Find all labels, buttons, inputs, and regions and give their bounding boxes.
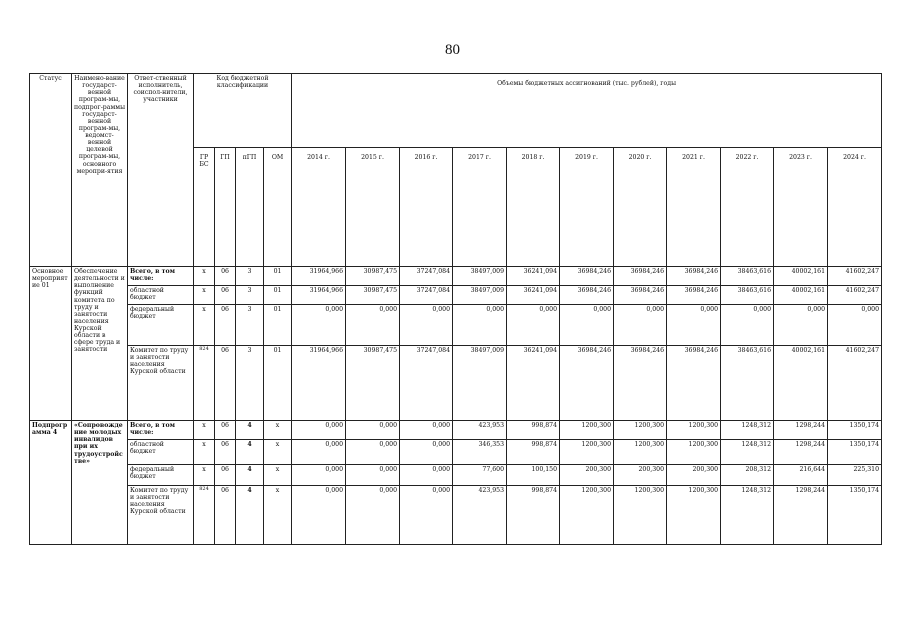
value-cell: 0,000 bbox=[292, 486, 346, 545]
page-number: 80 bbox=[445, 42, 460, 58]
value-cell: 36241,094 bbox=[507, 286, 560, 305]
table-row bbox=[30, 267, 882, 286]
table-row bbox=[30, 346, 882, 421]
header-row-1 bbox=[30, 74, 882, 148]
value-cell: 37247,084 bbox=[400, 267, 453, 286]
value-cell: 1248,312 bbox=[721, 440, 774, 465]
value-cell: 998,874 bbox=[507, 486, 560, 545]
value-cell: 0,000 bbox=[774, 305, 828, 346]
value-cell: 0,000 bbox=[614, 305, 667, 346]
header-code-col: пГП bbox=[236, 147, 264, 266]
code-cell-gp: 06 bbox=[215, 440, 236, 465]
value-cell: 37247,084 bbox=[400, 286, 453, 305]
value-cell: 0,000 bbox=[828, 305, 882, 346]
value-cell: 0,000 bbox=[292, 421, 346, 440]
code-cell-pgp: 4 bbox=[236, 465, 264, 486]
header-code-col: ГР БС bbox=[194, 147, 215, 266]
name-cell: «Сопровождение молодых инвалидов при их трудоустройстве» bbox=[72, 421, 128, 545]
value-cell: 200,300 bbox=[560, 465, 614, 486]
value-cell: 0,000 bbox=[400, 440, 453, 465]
value-cell: 0,000 bbox=[346, 305, 400, 346]
value-cell: 200,300 bbox=[667, 465, 721, 486]
value-cell: 38463,616 bbox=[721, 346, 774, 421]
value-cell: 38463,616 bbox=[721, 286, 774, 305]
code-cell-om: х bbox=[264, 486, 292, 545]
code-cell-om: 01 bbox=[264, 346, 292, 421]
value-cell: 1248,312 bbox=[721, 421, 774, 440]
value-cell: 30987,475 bbox=[346, 346, 400, 421]
value-cell: 0,000 bbox=[346, 465, 400, 486]
code-cell-gp: 06 bbox=[215, 286, 236, 305]
header-year: 2020 г. bbox=[614, 147, 667, 266]
header-year: 2017 г. bbox=[453, 147, 507, 266]
value-cell: 36984,246 bbox=[614, 286, 667, 305]
header-year: 2021 г. bbox=[667, 147, 721, 266]
value-cell: 40002,161 bbox=[774, 346, 828, 421]
header-year: 2023 г. bbox=[774, 147, 828, 266]
code-cell-gp: 06 bbox=[215, 486, 236, 545]
value-cell: 77,600 bbox=[453, 465, 507, 486]
code-cell-grbs: х bbox=[194, 440, 215, 465]
code-cell-grbs: х bbox=[194, 305, 215, 346]
value-cell: 41602,247 bbox=[828, 267, 882, 286]
value-cell: 1298,244 bbox=[774, 486, 828, 545]
value-cell: 36984,246 bbox=[614, 267, 667, 286]
executor-cell: областной бюджет bbox=[128, 286, 194, 305]
table-row bbox=[30, 305, 882, 346]
value-cell: 36984,246 bbox=[560, 286, 614, 305]
value-cell: 36984,246 bbox=[560, 346, 614, 421]
value-cell: 31964,966 bbox=[292, 267, 346, 286]
header-year: 2016 г. bbox=[400, 147, 453, 266]
value-cell: 36241,094 bbox=[507, 346, 560, 421]
executor-cell: Всего, в том числе: bbox=[128, 421, 194, 440]
status-cell: Подпрограмма 4 bbox=[30, 421, 72, 545]
value-cell: 1200,300 bbox=[667, 421, 721, 440]
executor-cell: федеральный бюджет bbox=[128, 465, 194, 486]
header-budget-code: Код бюджетной классификации bbox=[194, 74, 292, 148]
value-cell: 0,000 bbox=[346, 440, 400, 465]
code-cell-grbs: х bbox=[194, 286, 215, 305]
code-cell-grbs: х bbox=[194, 465, 215, 486]
value-cell: 0,000 bbox=[346, 421, 400, 440]
value-cell: 1248,312 bbox=[721, 486, 774, 545]
header-year: 2018 г. bbox=[507, 147, 560, 266]
value-cell: 30987,475 bbox=[346, 286, 400, 305]
table-row bbox=[30, 421, 882, 440]
value-cell: 38497,009 bbox=[453, 346, 507, 421]
code-cell-pgp: 3 bbox=[236, 305, 264, 346]
value-cell: 0,000 bbox=[453, 305, 507, 346]
code-cell-grbs: х bbox=[194, 421, 215, 440]
value-cell: 1298,244 bbox=[774, 421, 828, 440]
executor-cell: Комитет по труду и занятости населения Курской области bbox=[128, 486, 194, 545]
code-cell-grbs: 824 bbox=[194, 346, 215, 421]
value-cell: 225,310 bbox=[828, 465, 882, 486]
value-cell: 0,000 bbox=[400, 305, 453, 346]
value-cell: 0,000 bbox=[400, 486, 453, 545]
code-cell-pgp: 3 bbox=[236, 267, 264, 286]
code-cell-gp: 06 bbox=[215, 465, 236, 486]
table-row bbox=[30, 286, 882, 305]
executor-cell: областной бюджет bbox=[128, 440, 194, 465]
value-cell: 208,312 bbox=[721, 465, 774, 486]
value-cell: 998,874 bbox=[507, 440, 560, 465]
code-cell-om: х bbox=[264, 421, 292, 440]
value-cell: 1200,300 bbox=[667, 486, 721, 545]
code-cell-gp: 06 bbox=[215, 421, 236, 440]
value-cell: 37247,084 bbox=[400, 346, 453, 421]
value-cell: 1350,174 bbox=[828, 421, 882, 440]
value-cell: 1350,174 bbox=[828, 486, 882, 545]
value-cell: 0,000 bbox=[292, 465, 346, 486]
code-cell-om: 01 bbox=[264, 286, 292, 305]
status-cell: Основное мероприятие 01 bbox=[30, 267, 72, 421]
value-cell: 216,644 bbox=[774, 465, 828, 486]
value-cell: 1200,300 bbox=[560, 486, 614, 545]
code-cell-pgp: 4 bbox=[236, 440, 264, 465]
value-cell: 0,000 bbox=[346, 486, 400, 545]
code-cell-pgp: 4 bbox=[236, 421, 264, 440]
value-cell: 423,953 bbox=[453, 421, 507, 440]
code-cell-grbs: х bbox=[194, 267, 215, 286]
value-cell: 41602,247 bbox=[828, 286, 882, 305]
value-cell: 38497,009 bbox=[453, 267, 507, 286]
code-cell-gp: 06 bbox=[215, 267, 236, 286]
value-cell: 346,353 bbox=[453, 440, 507, 465]
value-cell: 200,300 bbox=[614, 465, 667, 486]
value-cell: 31964,966 bbox=[292, 286, 346, 305]
header-year: 2019 г. bbox=[560, 147, 614, 266]
value-cell: 30987,475 bbox=[346, 267, 400, 286]
table-row bbox=[30, 486, 882, 545]
code-cell-grbs: 824 bbox=[194, 486, 215, 545]
value-cell: 36984,246 bbox=[667, 267, 721, 286]
executor-cell: Всего, в том числе: bbox=[128, 267, 194, 286]
code-cell-om: х bbox=[264, 440, 292, 465]
header-name: Наимено-вание государст-венной програм-мы, подпрог-раммы государст-венной програм-мы, ведомст-венной целевой програм-мы, основного меропри-ятия bbox=[72, 74, 128, 267]
code-cell-gp: 06 bbox=[215, 346, 236, 421]
header-year: 2015 г. bbox=[346, 147, 400, 266]
value-cell: 0,000 bbox=[400, 421, 453, 440]
value-cell: 1350,174 bbox=[828, 440, 882, 465]
value-cell: 36984,246 bbox=[614, 346, 667, 421]
header-year: 2022 г. bbox=[721, 147, 774, 266]
value-cell: 41602,247 bbox=[828, 346, 882, 421]
table-row bbox=[30, 465, 882, 486]
value-cell: 1200,300 bbox=[667, 440, 721, 465]
value-cell: 0,000 bbox=[292, 440, 346, 465]
code-cell-om: 01 bbox=[264, 267, 292, 286]
executor-cell: Комитет по труду и занятости населения Курской области bbox=[128, 346, 194, 421]
value-cell: 1200,300 bbox=[560, 440, 614, 465]
value-cell: 1298,244 bbox=[774, 440, 828, 465]
code-cell-gp: 06 bbox=[215, 305, 236, 346]
value-cell: 0,000 bbox=[507, 305, 560, 346]
value-cell: 0,000 bbox=[400, 465, 453, 486]
value-cell: 0,000 bbox=[292, 305, 346, 346]
code-cell-om: х bbox=[264, 465, 292, 486]
header-status: Статус bbox=[30, 74, 72, 267]
table-row bbox=[30, 440, 882, 465]
value-cell: 40002,161 bbox=[774, 286, 828, 305]
value-cell: 0,000 bbox=[721, 305, 774, 346]
code-cell-om: 01 bbox=[264, 305, 292, 346]
header-volumes: Объемы бюджетных ассигнований (тыс. рублей), годы bbox=[292, 74, 882, 148]
value-cell: 38463,616 bbox=[721, 267, 774, 286]
value-cell: 38497,009 bbox=[453, 286, 507, 305]
header-year: 2014 г. bbox=[292, 147, 346, 266]
header-code-col: ОМ bbox=[264, 147, 292, 266]
header-code-col: ГП bbox=[215, 147, 236, 266]
code-cell-pgp: 3 bbox=[236, 346, 264, 421]
value-cell: 36241,094 bbox=[507, 267, 560, 286]
value-cell: 1200,300 bbox=[560, 421, 614, 440]
value-cell: 40002,161 bbox=[774, 267, 828, 286]
name-cell: Обеспечение деятельности и выполнение функций комитета по труду и занятости населения Курской области в сфере труда и занятости bbox=[72, 267, 128, 421]
code-cell-pgp: 4 bbox=[236, 486, 264, 545]
budget-table bbox=[29, 73, 882, 545]
value-cell: 36984,246 bbox=[560, 267, 614, 286]
executor-cell: федеральный бюджет bbox=[128, 305, 194, 346]
value-cell: 1200,300 bbox=[614, 440, 667, 465]
value-cell: 36984,246 bbox=[667, 286, 721, 305]
value-cell: 100,150 bbox=[507, 465, 560, 486]
value-cell: 423,953 bbox=[453, 486, 507, 545]
code-cell-pgp: 3 bbox=[236, 286, 264, 305]
value-cell: 998,874 bbox=[507, 421, 560, 440]
header-year: 2024 г. bbox=[828, 147, 882, 266]
value-cell: 0,000 bbox=[560, 305, 614, 346]
value-cell: 1200,300 bbox=[614, 421, 667, 440]
header-executor: Ответ-ственный исполнитель, соиспол-нители, участники bbox=[128, 74, 194, 267]
value-cell: 1200,300 bbox=[614, 486, 667, 545]
value-cell: 31964,966 bbox=[292, 346, 346, 421]
value-cell: 0,000 bbox=[667, 305, 721, 346]
value-cell: 36984,246 bbox=[667, 346, 721, 421]
